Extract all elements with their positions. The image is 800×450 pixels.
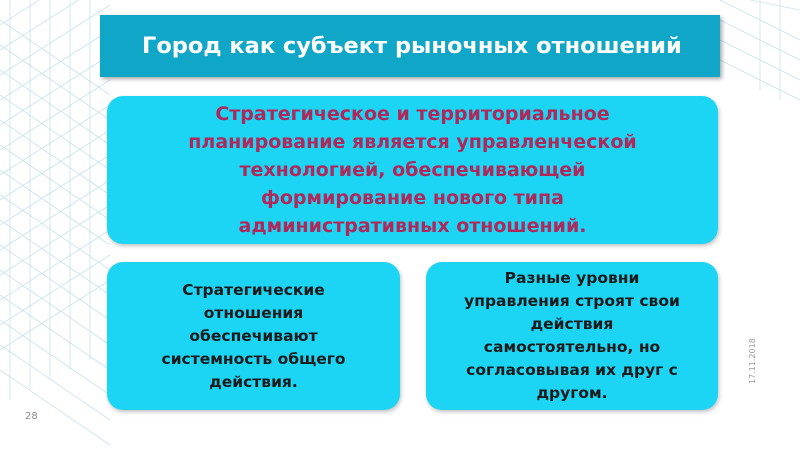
main-statement-text xyxy=(188,100,636,240)
left-point-text xyxy=(162,279,346,394)
left-line: системность общего xyxy=(161,349,346,368)
left-line: действия. xyxy=(209,372,298,391)
main-line: планирование является управленческой xyxy=(188,131,637,153)
right-line: другом. xyxy=(536,384,608,402)
slide-title: Город как субъект рыночных отношений xyxy=(142,33,682,59)
right-line: согласовывая их друг с xyxy=(466,361,678,379)
left-point-box xyxy=(107,262,400,410)
main-line: формирование нового типа xyxy=(261,187,564,209)
main-line: Стратегическое и территориальное xyxy=(215,103,610,125)
slide-date: 17.11.2018 xyxy=(748,338,757,384)
main-line: технологией, обеспечивающей xyxy=(239,159,586,181)
right-line: Разные уровни xyxy=(504,269,640,287)
right-line: самостоятельно, но xyxy=(483,338,661,356)
main-statement-box xyxy=(107,96,718,244)
right-line: действия xyxy=(530,315,614,333)
page-number: 28 xyxy=(25,411,38,422)
main-line: административных отношений. xyxy=(238,215,587,237)
title-bar xyxy=(100,15,720,77)
left-line: обеспечивают xyxy=(189,326,318,345)
left-line: отношения xyxy=(203,303,304,322)
right-point-text xyxy=(464,267,680,405)
right-point-box xyxy=(426,262,718,410)
right-line: управления строят свои xyxy=(464,292,680,310)
left-line: Стратегические xyxy=(182,280,325,299)
